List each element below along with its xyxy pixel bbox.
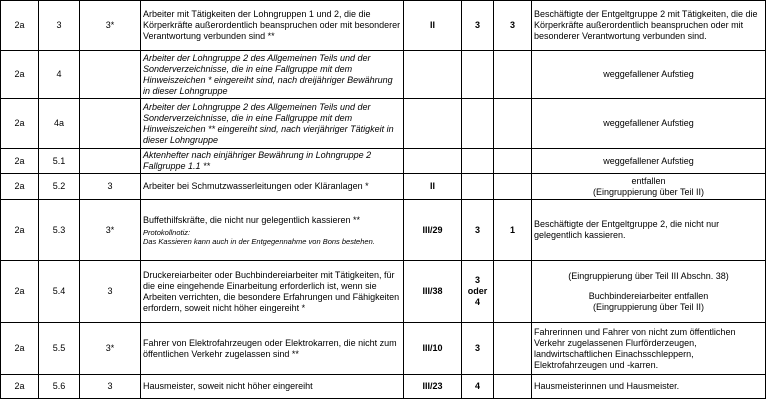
cell-stufe: 1 <box>494 200 532 261</box>
cell-teil <box>404 51 462 99</box>
cell-entgeltgruppe <box>462 99 494 149</box>
cell-aufstieg: 3* <box>80 323 141 375</box>
new-description-line: entfallen <box>631 175 666 186</box>
cell-new-description: weggefallener Aufstieg <box>532 51 766 99</box>
cell-description: Hausmeister, soweit nicht höher eingereiht <box>141 375 404 399</box>
table-row <box>1 174 766 200</box>
cell-lohngruppe: 2a <box>1 200 39 261</box>
cell-fallgruppe: 3 <box>39 1 80 51</box>
cell-teil: III/29 <box>404 200 462 261</box>
cell-entgeltgruppe <box>462 261 494 323</box>
cell-lohngruppe: 2a <box>1 51 39 99</box>
table-row <box>1 261 766 323</box>
cell-description: Aktenhefter nach einjähriger Bewährung in Lohngruppe 2 Fallgruppe 1.1 ** <box>141 149 404 174</box>
cell-stufe <box>494 174 532 200</box>
table-row <box>1 200 766 261</box>
cell-new-description: weggefallener Aufstieg <box>532 99 766 149</box>
cell-aufstieg: 3 <box>80 174 141 200</box>
table-row <box>1 99 766 149</box>
cell-description: Arbeiter mit Tätigkeiten der Lohngruppen 1 und 2, die die Körperkräfte außerordentlich beanspruchen oder mit besonderer Verantwortung verbunden sind ** <box>141 1 404 51</box>
cell-lohngruppe: 2a <box>1 261 39 323</box>
cell-entgeltgruppe: 4 <box>462 375 494 399</box>
cell-entgeltgruppe <box>462 51 494 99</box>
cell-entgeltgruppe: 3 <box>462 1 494 51</box>
cell-entgeltgruppe: 3 <box>462 200 494 261</box>
cell-stufe <box>494 375 532 399</box>
cell-fallgruppe: 5.2 <box>39 174 80 200</box>
cell-fallgruppe: 4 <box>39 51 80 99</box>
cell-description: Arbeiter bei Schmutzwasserleitungen oder Kläranlagen * <box>141 174 404 200</box>
description-text: Buffethilfskräfte, die nicht nur gelegentlich kassieren ** <box>143 214 360 225</box>
entgeltgruppe-connector: oder <box>467 286 488 296</box>
cell-fallgruppe: 4a <box>39 99 80 149</box>
cell-lohngruppe: 2a <box>1 375 39 399</box>
cell-description: Arbeiter der Lohngruppe 2 des Allgemeinen Teils und der Sonderverzeichnisse, die in eine Fallgruppe mit dem Hinweiszeichen ** eingereiht sind, nach vierjähriger Tätigkeit in dieser Lohngruppe <box>141 99 404 149</box>
cell-description: Druckereiarbeiter oder Buchbindereiarbeiter mit Tätigkeiten, für die eine eingehende Einarbeitung erforderlich ist, wenn sie Arbeiten verrichten, die besondere Erfahrungen und Fähigkeiten erfordern, soweit nicht höher eingereiht * <box>141 261 404 323</box>
cell-stufe <box>494 51 532 99</box>
table-row <box>1 1 766 51</box>
cell-description <box>141 200 404 261</box>
cell-aufstieg <box>80 51 141 99</box>
table-row <box>1 51 766 99</box>
cell-description: Fahrer von Elektrofahrzeugen oder Elektrokarren, die nicht zum öffentlichen Verkehr zugelassen sind ** <box>141 323 404 375</box>
cell-new-description: weggefallener Aufstieg <box>532 149 766 174</box>
table-row <box>1 323 766 375</box>
cell-aufstieg: 3 <box>80 261 141 323</box>
cell-lohngruppe: 2a <box>1 323 39 375</box>
cell-new-description <box>532 261 766 323</box>
cell-fallgruppe: 5.1 <box>39 149 80 174</box>
cell-new-description: Hausmeisterinnen und Hausmeister. <box>532 375 766 399</box>
cell-stufe <box>494 149 532 174</box>
cell-description: Arbeiter der Lohngruppe 2 des Allgemeinen Teils und der Sonderverzeichnisse, die in eine Fallgruppe mit dem Hinweiszeichen * eingereiht sind, nach dreijähriger Bewährung in dieser Lohngruppe <box>141 51 404 99</box>
cell-new-description: Beschäftigte der Entgeltgruppe 2 mit Tätigkeiten, die die Körperkräfte außerordentlich beanspruchen oder mit besonderer Verantwortung verbunden sind. <box>532 1 766 51</box>
cell-aufstieg: 3 <box>80 375 141 399</box>
new-description-line: (Eingruppierung über Teil II) <box>593 186 704 197</box>
cell-stufe <box>494 261 532 323</box>
protocol-note-label: Protokollnotiz: <box>143 227 191 237</box>
new-description-line: (Eingruppierung über Teil II) <box>593 301 704 312</box>
cell-teil: III/38 <box>404 261 462 323</box>
cell-lohngruppe: 2a <box>1 99 39 149</box>
entgeltgruppe-value: 4 <box>474 297 480 307</box>
cell-teil: III/23 <box>404 375 462 399</box>
cell-aufstieg <box>80 149 141 174</box>
cell-aufstieg <box>80 99 141 149</box>
cell-new-description: Fahrerinnen und Fahrer von nicht zum öffentlichen Verkehr zugelassenen Flurförderzeugen, landwirtschaftlichen Einachsschleppern, Elektrofahrzeugen und -karren. <box>532 323 766 375</box>
cell-new-description: Beschäftigte der Entgeltgruppe 2, die nicht nur gelegentlich kassieren. <box>532 200 766 261</box>
cell-fallgruppe: 5.5 <box>39 323 80 375</box>
cell-aufstieg: 3* <box>80 1 141 51</box>
cell-teil: II <box>404 1 462 51</box>
cell-entgeltgruppe: 3 <box>462 323 494 375</box>
cell-stufe <box>494 323 532 375</box>
cell-teil <box>404 149 462 174</box>
cell-stufe <box>494 99 532 149</box>
table-row <box>1 375 766 399</box>
spacer <box>534 282 763 291</box>
entgeltgruppe-value: 3 <box>474 275 480 285</box>
cell-teil <box>404 99 462 149</box>
protocol-note-text: Das Kassieren kann auch in der Entgegennahme von Bons bestehen. <box>143 236 375 246</box>
new-description-line: Buchbindereiarbeiter entfallen <box>588 290 709 301</box>
cell-fallgruppe: 5.4 <box>39 261 80 323</box>
cell-new-description <box>532 174 766 200</box>
cell-stufe: 3 <box>494 1 532 51</box>
new-description-line: (Eingruppierung über Teil III Abschn. 38) <box>568 270 729 281</box>
cell-teil: III/10 <box>404 323 462 375</box>
cell-lohngruppe: 2a <box>1 174 39 200</box>
cell-entgeltgruppe <box>462 174 494 200</box>
cell-lohngruppe: 2a <box>1 149 39 174</box>
cell-fallgruppe: 5.6 <box>39 375 80 399</box>
cell-fallgruppe: 5.3 <box>39 200 80 261</box>
cell-teil: II <box>404 174 462 200</box>
cell-lohngruppe: 2a <box>1 1 39 51</box>
cell-entgeltgruppe <box>462 149 494 174</box>
table-row <box>1 149 766 174</box>
cell-aufstieg: 3* <box>80 200 141 261</box>
